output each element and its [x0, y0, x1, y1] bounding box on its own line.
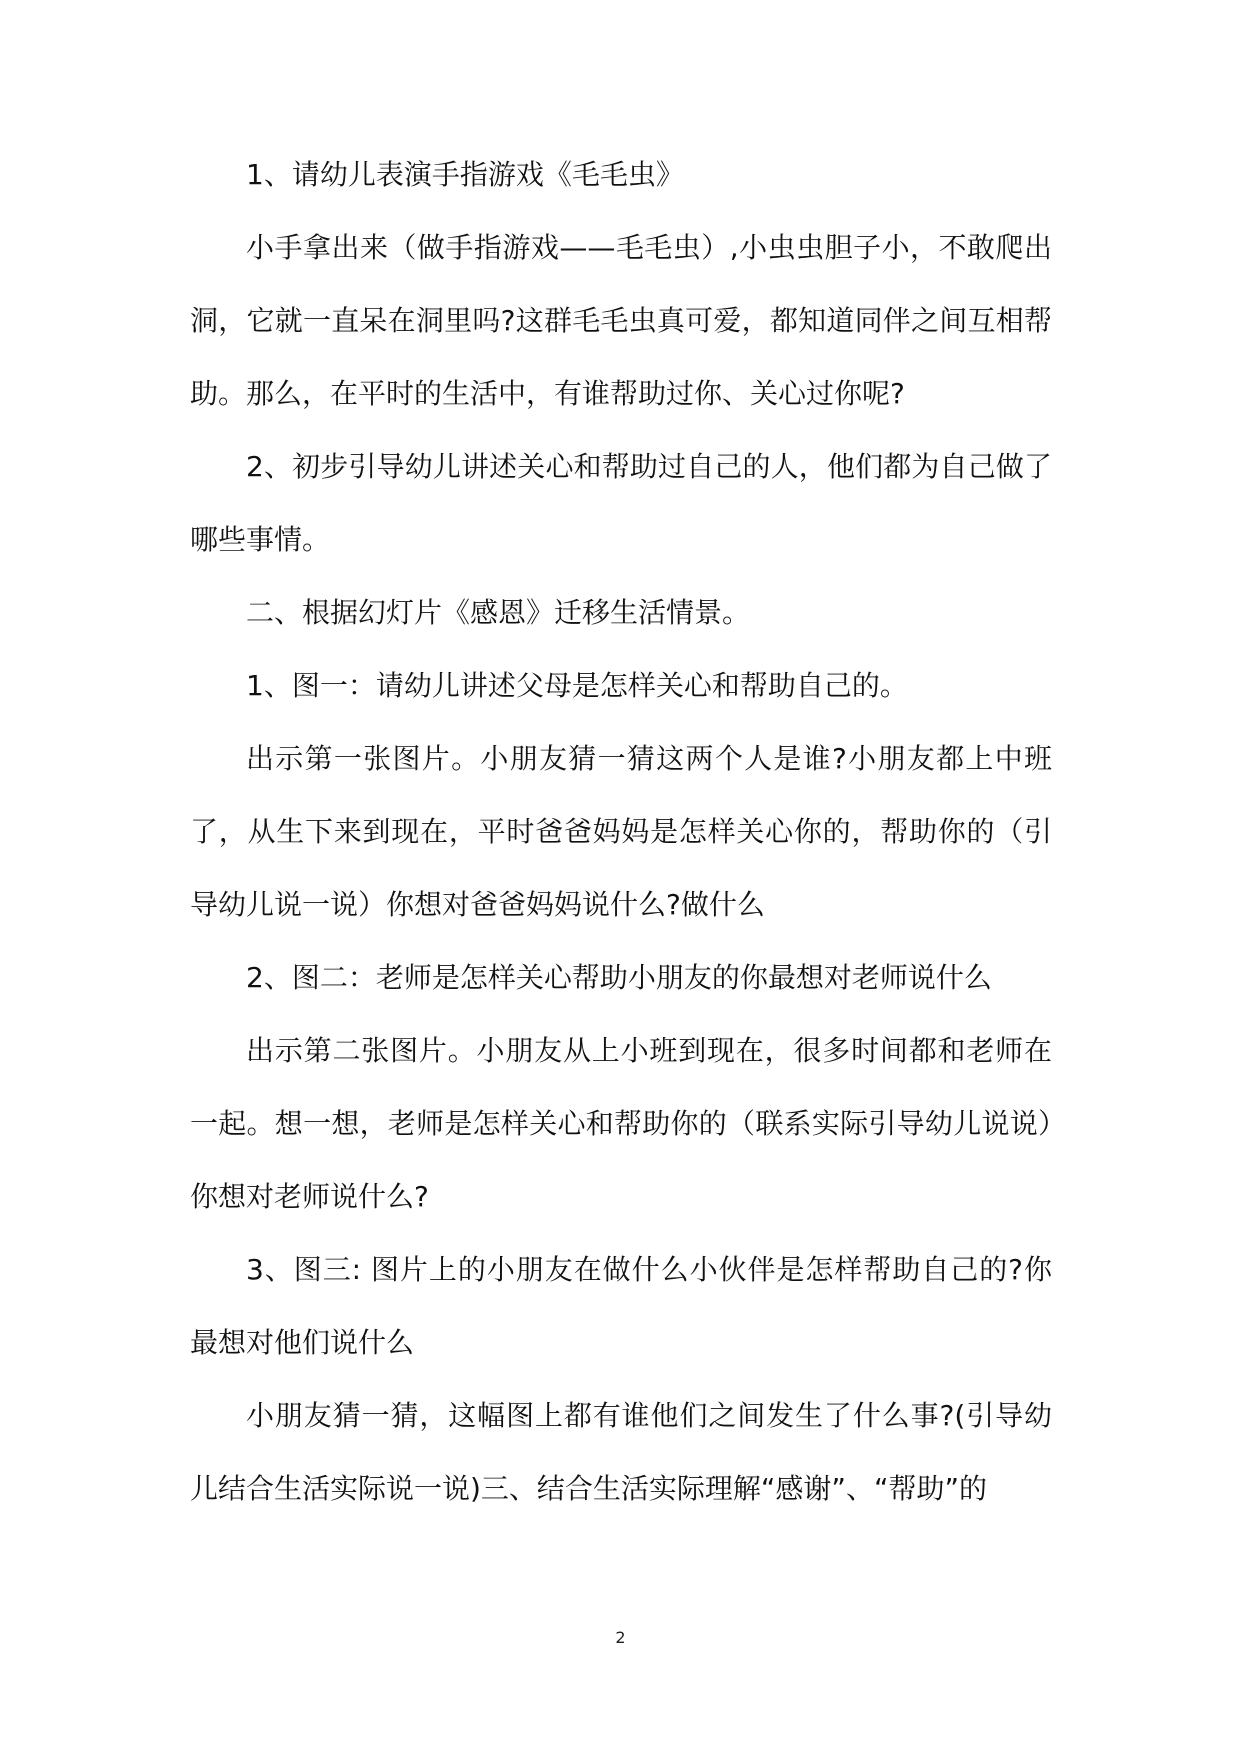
paragraph-finger-game-text: 小手拿出来（做手指游戏——毛毛虫）,小虫虫胆子小，不敢爬出洞，它就一直呆在洞里吗?这群毛毛虫真可爱，都知道同伴之间互相帮助。那么，在平时的生活中，有谁帮助过你、关心过你呢? [190, 231, 1052, 410]
document-body [190, 138, 1052, 1525]
paragraph-finger-game-heading: 1、请幼儿表演手指游戏《毛毛虫》 [246, 158, 684, 191]
paragraph-picture-two-heading: 2、图二：老师是怎样关心帮助小朋友的你最想对老师说什么 [246, 961, 992, 994]
paragraph-picture-one-text: 出示第一张图片。小朋友猜一猜这两个人是谁?小朋友都上中班了，从生下来到现在，平时爸爸妈妈是怎样关心你的，帮助你的（引导幼儿说一说）你想对爸爸妈妈说什么?做什么 [190, 742, 1052, 921]
page-number: 2 [615, 1628, 626, 1647]
paragraph-section-two-heading: 二、根据幻灯片《感恩》迁移生活情景。 [246, 596, 751, 629]
paragraph-picture-three-heading: 3、图三: 图片上的小朋友在做什么小伙伴是怎样帮助自己的?你最想对他们说什么 [190, 1253, 1052, 1359]
paragraph-picture-two-text: 出示第二张图片。小朋友从上小班到现在，很多时间都和老师在一起。想一想，老师是怎样关心和帮助你的（联系实际引导幼儿说说）你想对老师说什么? [190, 1034, 1052, 1213]
paragraph-guide-children: 2、初步引导幼儿讲述关心和帮助过自己的人，他们都为自己做了哪些事情。 [190, 450, 1052, 556]
paragraph-picture-one-heading: 1、图一：请幼儿讲述父母是怎样关心和帮助自己的。 [246, 669, 908, 702]
paragraph-picture-three-text: 小朋友猜一猜，这幅图上都有谁他们之间发生了什么事?(引导幼儿结合生活实际说一说)三、结合生活实际理解“感谢”、“帮助”的 [190, 1399, 1052, 1505]
